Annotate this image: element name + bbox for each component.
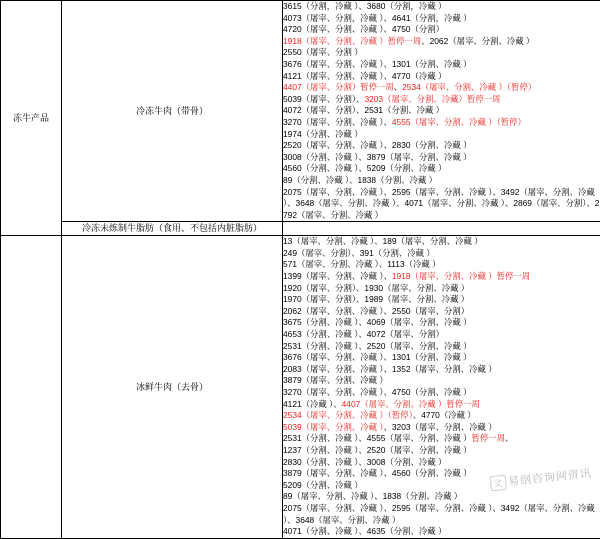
- subitem-label-unrendered-beef-fat: 冷冻未炼制牛脂肪（食用、不包括内脏脂肪）: [62, 222, 283, 236]
- table-row: [1, 1, 600, 222]
- watermark-badge: 文: [490, 475, 507, 492]
- codes-cell-bone-in-frozen-beef: [283, 1, 600, 222]
- category-cell-empty: [1, 236, 62, 538]
- codes-text: 3615（分割，冷藏 ）、3680（分割，冷藏 ） 4073（屠宰、分割，冷藏 ）、4641（分割，冷藏 ） 4720（屠宰、分割、冷藏 ）、4750（分割） 1918（屠宰、分割、冷藏 ）暂停一周、2062（屠宰、分割、冷藏 ） 2550（屠宰、分割 ） 3676（屠宰、分割、冷藏 ）、1301（分割、冷藏 ） 4121（屠宰、分割、冷藏 ）、4770（冷藏 ） 4407（屠宰、分割）暂停一周、2534（屠宰、分割、冷藏 ）（暂停） 5039（屠宰、分割）、3203（屠宰、分割、冷藏）暂停一周 4072（屠宰、分割）、2531（分割、冷藏 ） 3270（屠宰、分割、冷藏 ）、4555（屠宰、分割、冷藏 ）（暂停） 1974（分割、冷藏 ） 2520（屠宰、分割、冷藏 ）、2830（分割、冷藏 ） 3008（分割、冷藏 ）、3879（屠宰、分割、冷藏 ） 4560（分割、冷藏 ）、5209（分割、冷藏 ） 89（分割、冷藏 ）、1838（分割、冷藏 ） 2075（屠宰、分割、冷藏 ）、2595（屠宰、分割、冷藏 ）、3492（屠宰、分割、冷藏 ）、3648（屠宰、分割、冷藏 ）、4071（屠宰、分割、冷藏 ）、2869（屠宰、分割）、2792（屠宰、分割、冷藏 ）: [283, 1, 600, 221]
- table-row: [1, 236, 600, 538]
- category-cell-frozen-beef: 冻牛产品: [1, 1, 62, 236]
- codes-cell-boneless-chilled-beef: [283, 236, 600, 538]
- codes-text: 13（屠宰、分割、冷藏 ）、189（屠宰、分割、冷藏 ） 249（屠宰、分割）、391（分割、冷藏 ） 571（屠宰、分割、冷藏 ）、1113（冷藏 ） 1399（屠宰、分割、冷藏 ）、1918（屠宰、分割、冷藏 ）暂停一周 1920（屠宰、分割）、1930（屠宰、分割、冷藏 ） 1970（屠宰、分割）、1989（屠宰、分割、冷藏 ） 2062（屠宰、分割、冷藏 ）、2550（屠宰、分割） 3675（分割、冷藏 ）、4069（屠宰、分割、冷藏 ） 4653（分割、冷藏 ）、4072（屠宰、分割） 2531（分割、冷藏 ）、2520（屠宰、分割、冷藏 ） 3676（屠宰、分割、冷藏 ）、1301（分割、冷藏 ） 2083（屠宰、分割、冷藏 ）、1352（屠宰、分割、冷藏 ） 3879（屠宰、分割、冷藏 ） 3270（屠宰、分割、冷藏 ）、4750（分割、冷藏 ） 4121（冷藏 ）、4407（屠宰、分割、冷藏 ）暂停一周 2534（屠宰、分割、冷藏 ）（暂停）、4770（冷藏 ） 5039（屠宰、分割、冷藏 ）、3203（屠宰、分割、冷藏 ） 2531（分割、冷藏 ）、4555（屠宰、分割、冷藏 ）暂停一周、 1237（分割、冷藏 ）、2520（屠宰、分割、冷藏 ） 2830（分割、冷藏 ）、3008（分割、冷藏 ） 3879（屠宰、分割、冷藏 ）、4560（分割、冷藏 ） 5209（分割、冷藏 ） 89（屠宰、分割、冷藏 ）、1838（分割、冷藏 ） 2075（屠宰、分割、冷藏 ）、2595（屠宰、分割、冷藏 ）、3492（屠宰、分割、冷藏 ）、3648（屠宰、分割、冷藏 ） 4071（分割、冷藏 ）、4635（分割、冷藏 ）: [283, 236, 600, 537]
- watermark-text: 易纲咨询网资讯: [508, 468, 593, 489]
- codes-cell-unrendered-beef-fat: [283, 222, 600, 236]
- subitem-label-bone-in-frozen-beef: 冷冻牛肉（带骨）: [62, 1, 283, 222]
- table-row: [1, 222, 600, 236]
- table-body: [1, 1, 600, 539]
- subitem-label-boneless-chilled-beef: 冰鲜牛肉（去骨）: [62, 236, 283, 538]
